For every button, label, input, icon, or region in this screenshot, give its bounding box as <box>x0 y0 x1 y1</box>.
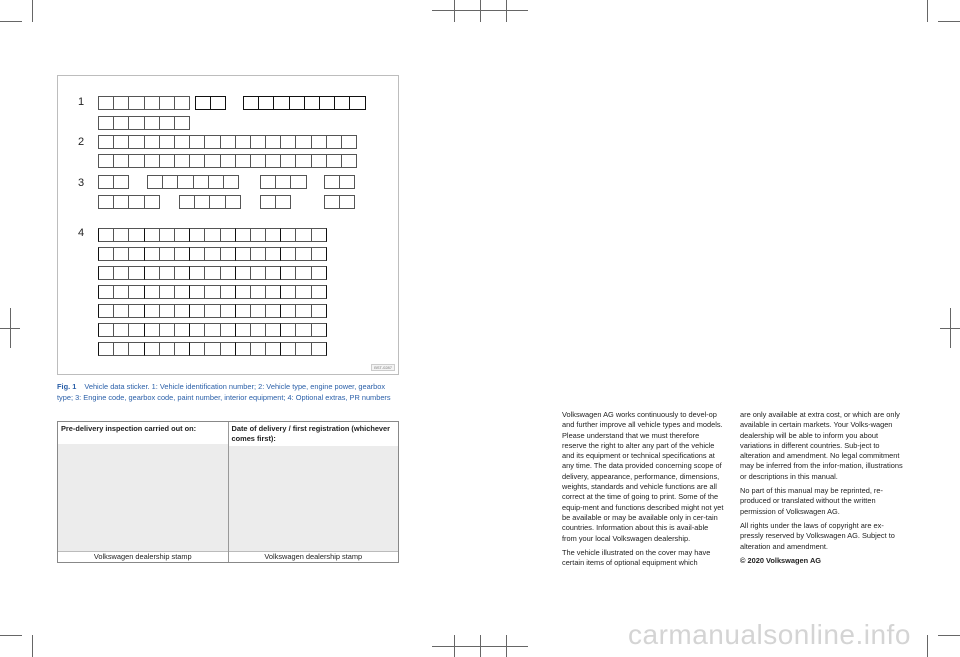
sticker-cell-row <box>98 247 326 261</box>
dealership-stamp-table <box>57 421 399 563</box>
sticker-cell <box>189 323 205 337</box>
paragraph-reprint: No part of this manual may be reprinted, re-produced or translated without the written permission of Volkswagen AG. <box>740 486 883 516</box>
sticker-cell <box>113 304 129 318</box>
sticker-cell <box>144 154 160 168</box>
sticker-cell <box>250 135 266 149</box>
sticker-cell-row <box>324 175 354 189</box>
pre-delivery-header: Pre-delivery inspection carried out on: <box>58 422 228 444</box>
sticker-cell <box>250 285 266 299</box>
sticker-cell-row <box>98 228 326 242</box>
sticker-cell <box>144 247 160 261</box>
sticker-cell <box>349 96 365 110</box>
sticker-cell <box>174 228 190 242</box>
sticker-cell <box>243 96 259 110</box>
sticker-cell <box>159 342 175 356</box>
sticker-cell-row <box>98 175 128 189</box>
sticker-cell-row <box>98 285 326 299</box>
sticker-cell <box>275 195 291 209</box>
sticker-cell <box>174 247 190 261</box>
sticker-cell <box>220 323 236 337</box>
sticker-cell <box>113 342 129 356</box>
sticker-cell <box>311 304 327 318</box>
sticker-cell <box>128 96 144 110</box>
sticker-cell <box>209 195 225 209</box>
sticker-cell <box>194 195 210 209</box>
sticker-cell <box>144 266 160 280</box>
sticker-cell <box>250 228 266 242</box>
sticker-cell <box>174 154 190 168</box>
delivery-date-header: Date of delivery / first registration (whichever comes first): <box>229 422 399 446</box>
sticker-cell <box>98 135 114 149</box>
sticker-cell <box>223 175 239 189</box>
sticker-cell <box>159 247 175 261</box>
sticker-cell <box>189 304 205 318</box>
sticker-cell <box>295 154 311 168</box>
sticker-cell <box>210 96 226 110</box>
text-column-left <box>562 410 725 572</box>
sticker-cell <box>311 323 327 337</box>
sticker-cell <box>159 228 175 242</box>
sticker-cell-row <box>98 266 326 280</box>
sticker-cell-row <box>98 342 326 356</box>
vehicle-data-sticker-figure <box>57 75 399 375</box>
sticker-cell <box>128 116 144 130</box>
sticker-cell <box>128 323 144 337</box>
sticker-cell <box>159 96 175 110</box>
sticker-cell <box>235 285 251 299</box>
sticker-cell <box>235 342 251 356</box>
sticker-cell <box>98 154 114 168</box>
sticker-cell-row <box>260 175 306 189</box>
sticker-cell <box>311 135 327 149</box>
sticker-cell <box>177 175 193 189</box>
watermark-text: carmanualsonline.info <box>628 619 911 650</box>
sticker-cell <box>189 135 205 149</box>
sticker-cell <box>295 135 311 149</box>
sticker-cell <box>265 154 281 168</box>
sticker-cell <box>113 266 129 280</box>
sticker-cell-row <box>179 195 240 209</box>
sticker-cell <box>265 266 281 280</box>
sticker-cell <box>195 96 211 110</box>
sticker-cell <box>339 195 355 209</box>
row-label-3: 3 <box>78 177 85 189</box>
copyright-notice: © 2020 Volkswagen AG <box>740 555 822 565</box>
sticker-cell <box>280 342 296 356</box>
sticker-cell <box>225 195 241 209</box>
sticker-cell <box>220 342 236 356</box>
sticker-cell <box>144 135 160 149</box>
sticker-cell <box>128 195 144 209</box>
sticker-cell <box>128 304 144 318</box>
sticker-cell <box>113 154 129 168</box>
sticker-cell <box>98 323 114 337</box>
sticker-cell <box>204 266 220 280</box>
paragraph-development: Volkswagen AG works continuously to devel-op and further improve all vehicle types and models. Please understand that we must therefore reserve the right to alter any part of the vehicle and its equipment or technical specifications at any time. The data provided concerning scope of delivery, appearance, performance, dimensions, weights, standards and vehicle functions are all correct at the time of going to print. Some of the equip-ment and functions described might not yet be available or may be available only in cer-tain countries. Information about this is avail-able from your local Volkswagen dealership. <box>562 410 724 543</box>
sticker-cell <box>326 135 342 149</box>
sticker-cell <box>311 342 327 356</box>
sticker-cell <box>208 175 224 189</box>
sticker-cell <box>128 154 144 168</box>
figure-reference-code: BST-0287 <box>371 364 395 371</box>
sticker-cell <box>324 175 340 189</box>
sticker-cell <box>98 116 114 130</box>
sticker-cell-row <box>98 195 159 209</box>
sticker-cell <box>98 195 114 209</box>
sticker-cell <box>204 135 220 149</box>
sticker-cell <box>98 342 114 356</box>
sticker-cell <box>295 228 311 242</box>
sticker-cell <box>189 285 205 299</box>
delivery-date-stamp-label: Volkswagen dealership stamp <box>229 551 399 562</box>
sticker-cell <box>159 116 175 130</box>
paragraph-optional-equipment: are only available at extra cost, or which are only available in certain markets. Your Volks-wagen dealership will be able to inform you about variations in different countries. Sub-ject to alteration and amendment. No legal commitment may be inferred from the infor-mation, illustrations or descriptions in this manual. <box>740 410 903 481</box>
sticker-cell <box>265 342 281 356</box>
sticker-cell <box>189 228 205 242</box>
pre-delivery-stamp-label: Volkswagen dealership stamp <box>58 551 228 562</box>
sticker-cell <box>98 96 114 110</box>
sticker-cell-row <box>98 96 189 110</box>
sticker-cell <box>174 116 190 130</box>
sticker-cell <box>174 285 190 299</box>
sticker-cell <box>144 323 160 337</box>
sticker-cell <box>174 323 190 337</box>
sticker-cell <box>295 285 311 299</box>
sticker-cell <box>128 285 144 299</box>
figure-caption <box>57 381 402 403</box>
sticker-cell <box>144 285 160 299</box>
sticker-cell-row <box>260 195 290 209</box>
sticker-cell <box>273 96 289 110</box>
sticker-cell-row <box>98 135 356 149</box>
sticker-cell <box>113 116 129 130</box>
sticker-cell <box>128 342 144 356</box>
sticker-cell <box>204 304 220 318</box>
sticker-cell <box>162 175 178 189</box>
sticker-cell <box>280 247 296 261</box>
sticker-cell <box>280 135 296 149</box>
sticker-cell <box>98 285 114 299</box>
sticker-cell <box>326 154 342 168</box>
sticker-cell-row <box>195 96 225 110</box>
delivery-date-stamp-field <box>228 422 399 562</box>
sticker-cell <box>319 96 335 110</box>
sticker-cell <box>260 195 276 209</box>
sticker-cell <box>113 323 129 337</box>
sticker-cell-row <box>98 323 326 337</box>
sticker-cell <box>235 247 251 261</box>
sticker-cell <box>189 154 205 168</box>
sticker-cell-row <box>98 304 326 318</box>
sticker-cell <box>113 195 129 209</box>
sticker-cell <box>193 175 209 189</box>
sticker-cell <box>144 228 160 242</box>
sticker-cell <box>250 154 266 168</box>
sticker-cell <box>174 342 190 356</box>
sticker-cell <box>341 135 357 149</box>
sticker-cell <box>204 285 220 299</box>
text-column-right <box>740 410 903 570</box>
sticker-cell <box>159 266 175 280</box>
sticker-cell <box>174 304 190 318</box>
figure-label: Fig. 1 <box>57 382 77 391</box>
sticker-cell <box>324 195 340 209</box>
sticker-cell <box>113 285 129 299</box>
sticker-cell <box>113 135 129 149</box>
sticker-cell <box>311 154 327 168</box>
sticker-cell <box>341 154 357 168</box>
sticker-cell <box>128 247 144 261</box>
sticker-cell <box>204 228 220 242</box>
sticker-cell <box>220 285 236 299</box>
sticker-cell <box>280 323 296 337</box>
sticker-cell <box>144 116 160 130</box>
sticker-cell <box>144 96 160 110</box>
sticker-cell <box>113 247 129 261</box>
sticker-cell <box>339 175 355 189</box>
sticker-cell <box>265 304 281 318</box>
sticker-cell <box>295 342 311 356</box>
sticker-cell <box>280 304 296 318</box>
sticker-cell <box>144 195 160 209</box>
sticker-cell <box>220 154 236 168</box>
sticker-cell <box>204 323 220 337</box>
sticker-cell <box>128 135 144 149</box>
sticker-cell <box>295 323 311 337</box>
sticker-cell <box>204 342 220 356</box>
sticker-cell <box>113 96 129 110</box>
sticker-cell <box>204 247 220 261</box>
sticker-cell <box>235 323 251 337</box>
sticker-cell <box>159 154 175 168</box>
sticker-cell <box>250 247 266 261</box>
sticker-cell <box>265 135 281 149</box>
row-label-2: 2 <box>78 136 85 148</box>
sticker-cell <box>235 304 251 318</box>
sticker-cell <box>159 323 175 337</box>
sticker-cell <box>295 247 311 261</box>
figure-caption-text: Vehicle data sticker. 1: Vehicle identification number; 2: Vehicle type, engine power, gearbox type; 3: Engine code, gearbox code, paint number, interior equipment; 4: Optional extras, PR numbers <box>57 382 391 402</box>
sticker-cell <box>235 266 251 280</box>
sticker-cell <box>280 266 296 280</box>
row-label-4: 4 <box>78 227 85 239</box>
sticker-cell <box>220 228 236 242</box>
sticker-cell <box>159 135 175 149</box>
sticker-cell <box>220 135 236 149</box>
paragraph-cover-vehicle: The vehicle illustrated on the cover may have certain items of optional equipment which <box>562 547 711 568</box>
sticker-cell-row <box>243 96 365 110</box>
sticker-cell <box>113 228 129 242</box>
sticker-cell <box>189 247 205 261</box>
sticker-cell <box>289 96 305 110</box>
sticker-cell <box>311 266 327 280</box>
sticker-cell <box>174 266 190 280</box>
sticker-cell <box>304 96 320 110</box>
sticker-cell <box>258 96 274 110</box>
sticker-cell <box>220 304 236 318</box>
sticker-cell <box>98 228 114 242</box>
sticker-cell <box>189 342 205 356</box>
sticker-cell <box>128 228 144 242</box>
sticker-cell <box>220 266 236 280</box>
sticker-cell <box>275 175 291 189</box>
sticker-cell <box>250 342 266 356</box>
sticker-cell <box>98 247 114 261</box>
sticker-cell <box>98 175 114 189</box>
row-label-1: 1 <box>78 96 85 108</box>
sticker-cell <box>265 323 281 337</box>
pre-delivery-stamp-field <box>58 422 228 562</box>
sticker-cell <box>311 285 327 299</box>
sticker-cell <box>250 304 266 318</box>
sticker-cell <box>280 228 296 242</box>
sticker-cell <box>265 228 281 242</box>
sticker-cell-row <box>98 154 356 168</box>
sticker-cell <box>144 304 160 318</box>
sticker-cell <box>159 285 175 299</box>
paragraph-copyright-rights: All rights under the laws of copyright are ex-pressly reserved by Volkswagen AG. Subject to alteration and amendment. <box>740 520 895 551</box>
sticker-cell <box>265 247 281 261</box>
sticker-cell <box>334 96 350 110</box>
sticker-cell <box>250 323 266 337</box>
sticker-cell <box>311 247 327 261</box>
sticker-cell <box>147 175 163 189</box>
sticker-cell <box>174 96 190 110</box>
sticker-cell <box>174 135 190 149</box>
sticker-cell <box>311 228 327 242</box>
sticker-cell <box>159 304 175 318</box>
sticker-cell <box>250 266 266 280</box>
sticker-cell <box>265 285 281 299</box>
sticker-cell <box>290 175 306 189</box>
sticker-cell <box>235 135 251 149</box>
sticker-cell <box>113 175 129 189</box>
sticker-cell <box>235 154 251 168</box>
sticker-cell <box>280 154 296 168</box>
sticker-cell-row <box>147 175 238 189</box>
sticker-cell <box>179 195 195 209</box>
sticker-cell <box>144 342 160 356</box>
sticker-cell <box>260 175 276 189</box>
sticker-cell <box>295 266 311 280</box>
sticker-cell <box>98 304 114 318</box>
sticker-cell <box>204 154 220 168</box>
sticker-cell <box>280 285 296 299</box>
sticker-cell <box>295 304 311 318</box>
sticker-cell <box>189 266 205 280</box>
sticker-cell-row <box>98 116 189 130</box>
sticker-cell <box>98 266 114 280</box>
sticker-cell <box>220 247 236 261</box>
sticker-cell <box>128 266 144 280</box>
sticker-cell-row <box>324 195 354 209</box>
sticker-cell <box>235 228 251 242</box>
